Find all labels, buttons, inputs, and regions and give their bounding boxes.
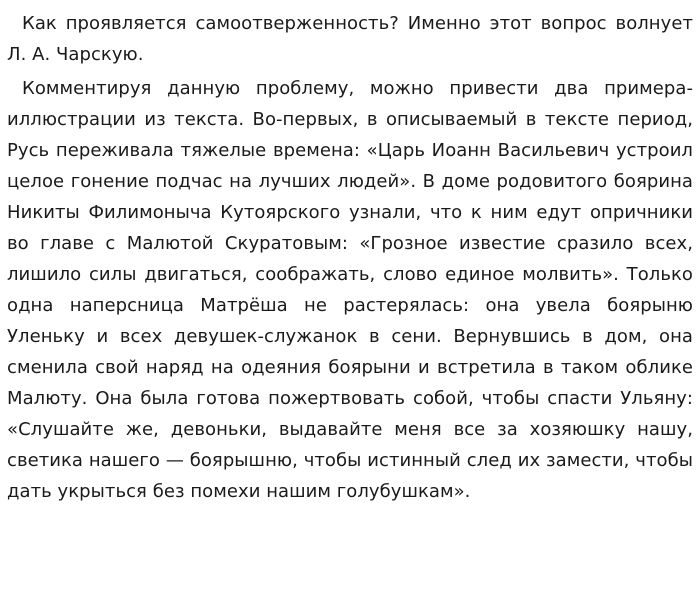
paragraph-commentary: Комментируя данную проблему, можно привести два примера-иллюстрации из текста. Во-первых, в описываемый в тексте период, Русь переживала тяжелые времена: «Царь Иоанн Васильевич устроил целое гонение подчас на лучших людей». В доме родовитого боярина Никиты Филимоныча Кутоярского узнали, что к ним едут опричники во главе с Малютой Скуратовым: «Грозное известие сразило всех, лишило силы двигаться, соображать, слово единое молвить». Только одна наперсница Матрёша не растерялась: она увела боярыню Уленьку и всех девушек-служанок в сени. Вернувшись в дом, она сменила свой наряд на одеяния боярыни и встретила в таком облике Малюту. Она была готова пожертвовать собой, чтобы спасти Ульяну: «Слушайте же, девоньки, выдавайте меня все за хозяюшку нашу, светика нашего — боярышню, чтобы истинный след их замести, чтобы дать укрыться без помехи нашим голубушкам». — [7, 78, 693, 502]
paragraph-intro: Как проявляется самоотверженность? Именно этот вопрос волнует Л. А. Чарскую. — [7, 13, 693, 65]
document-body — [7, 8, 693, 510]
